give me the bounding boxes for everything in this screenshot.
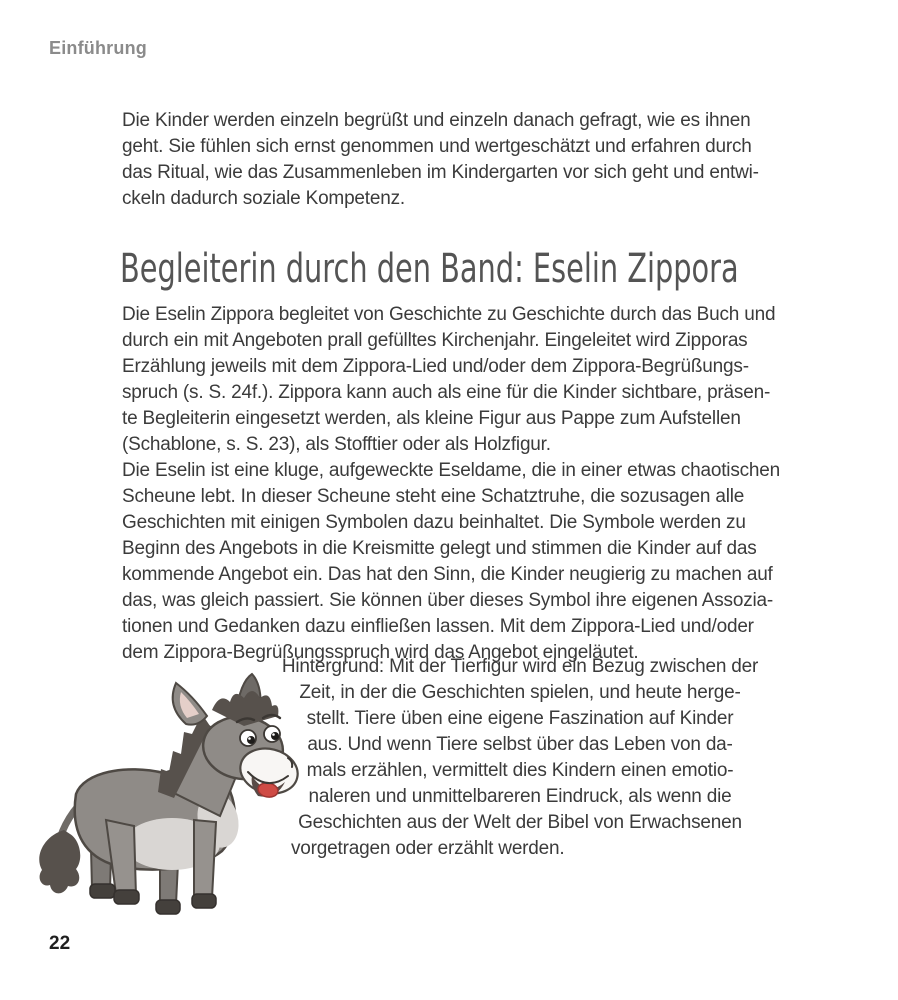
text-line: stellt. Tiere üben eine eigene Faszination auf Kinder [306, 708, 734, 729]
donkey-leg [194, 820, 216, 898]
text-line: Geschichten aus der Welt der Bibel von Erwachsenen [298, 812, 742, 833]
intro-paragraph [122, 108, 759, 212]
text-line: ckeln dadurch soziale Kompetenz. [122, 188, 405, 209]
text-line: durch ein mit Angeboten prall gefülltes Kirchenjahr. Eingeleitet wird Zipporas [122, 330, 748, 351]
text-line: mals erzählen, vermittelt dies Kindern einen emotio- [306, 760, 734, 781]
text-line: das, was gleich passiert. Sie können über dieses Symbol ihre eigenen Assozia- [122, 590, 774, 611]
donkey-eye-glint [248, 737, 251, 740]
text-line: kommende Angebot ein. Das hat den Sinn, die Kinder neugierig zu machen auf [122, 564, 773, 585]
text-line: Hintergrund: Mit der Tierfigur wird ein Bezug zwischen der [281, 656, 759, 677]
text-line: tionen und Gedanken dazu einfließen lassen. Mit dem Zippora-Lied und/oder [122, 616, 754, 637]
text-line: Die Eselin ist eine kluge, aufgeweckte Eseldame, die in einer etwas chaotischen [122, 460, 781, 481]
donkey-illustration [34, 672, 302, 944]
donkey-hoof [90, 884, 115, 898]
text-line: dem Zippora-Begrüßungsspruch wird das Angebot eingeläutet. [122, 642, 639, 663]
text-line: Erzählung jeweils mit dem Zippora-Lied und/oder dem Zippora-Begrüßungs- [122, 356, 749, 377]
text-line: aus. Und wenn Tiere selbst über das Leben von da- [307, 734, 733, 755]
text-line: geht. Sie fühlen sich ernst genommen und wertgeschätzt und erfahren durch [122, 136, 752, 157]
text-line: Zeit, in der die Geschichten spielen, und heute herge- [299, 682, 741, 703]
hintergrund-paragraph [280, 654, 760, 862]
text-line: Beginn des Angebots in die Kreismitte gelegt und stimmen die Kinder auf das [122, 538, 757, 559]
text-line: vorgetragen oder erzählt werden. [291, 838, 565, 859]
text-line: Die Eselin Zippora begleitet von Geschichte zu Geschichte durch das Buch und [122, 304, 776, 325]
donkey-pupil [247, 736, 255, 744]
donkey-tail-tuft [39, 830, 80, 893]
text-line: Geschichten mit einigen Symbolen dazu beinhaltet. Die Symbole werden zu [122, 512, 746, 533]
donkey-eye-glint [272, 733, 275, 736]
page-title: Begleiterin durch den Band: Eselin Zippora [120, 246, 739, 292]
text-line: das Ritual, wie das Zusammenleben im Kindergarten vor sich geht und entwi- [122, 162, 759, 183]
text-line: naleren und unmittelbareren Eindruck, als wenn die [308, 786, 732, 807]
donkey-hoof [192, 894, 216, 908]
text-line: te Begleiterin eingesetzt werden, als kleine Figur aus Pappe zum Aufstellen [122, 408, 741, 429]
text-line: Die Kinder werden einzeln begrüßt und einzeln danach gefragt, wie es ihnen [122, 110, 751, 131]
donkey-pupil [271, 732, 279, 740]
text-line: spruch (s. S. 24f.). Zippora kann auch als eine für die Kinder sichtbare, präsen- [122, 382, 771, 403]
donkey-icon [34, 672, 302, 944]
main-paragraphs [122, 302, 780, 666]
page-number: 22 [49, 933, 71, 954]
donkey-hoof [114, 890, 139, 904]
text-line: (Schablone, s. S. 23), als Stofftier oder als Holzfigur. [122, 434, 551, 455]
donkey-hoof [156, 900, 180, 914]
text-line: Scheune lebt. In dieser Scheune steht eine Schatztruhe, die sozusagen alle [122, 486, 745, 507]
section-header: Einführung [49, 38, 147, 58]
